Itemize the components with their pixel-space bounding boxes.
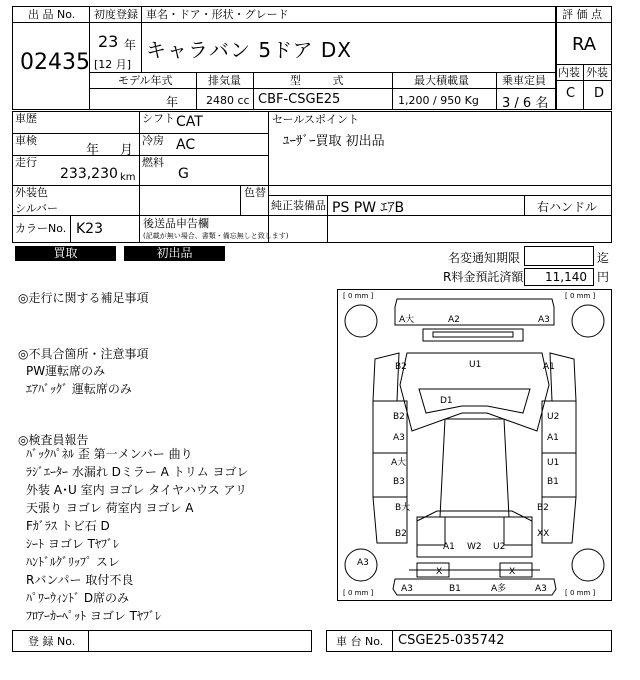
mark: A3	[535, 584, 547, 594]
mileage-unit: km	[120, 172, 136, 183]
mark: A3	[401, 584, 413, 594]
color-no-label: カラーNo.	[15, 222, 67, 235]
mark: U1	[547, 458, 560, 468]
capacity: 3 / 6 名	[502, 96, 549, 111]
mark: A3	[538, 315, 550, 325]
inspector-line: ｼｰﾄ ヨゴレ Tﾔﾌﾞﾚ	[26, 537, 119, 551]
inspector-line: Rバンパー 取付不良	[26, 573, 134, 587]
lot-number: 02435	[20, 50, 90, 75]
after-label: 後送品申告欄	[143, 217, 209, 230]
inspector-line: 外装 A･U 室内 ヨゴレ タイヤハウス アリ	[26, 483, 247, 497]
equipment: PS PW ｴｱB	[332, 200, 405, 216]
tag-buyback: 買取	[15, 246, 116, 261]
driving-notes-title: ◎走行に関する補足事項	[18, 291, 149, 305]
model-year-unit: 年	[166, 95, 179, 109]
defects-title: ◎不具合箇所・注意事項	[18, 347, 149, 361]
left-front-fender	[373, 353, 399, 401]
mark: U2	[547, 412, 560, 422]
inspection-month: 月	[120, 143, 134, 158]
recolor-label: 色替	[244, 186, 266, 199]
shift-label: シフト	[142, 112, 175, 125]
right-door-1	[542, 401, 576, 453]
model-label: 型 式	[290, 74, 358, 87]
inspection-label: 車検	[15, 134, 37, 147]
equipment-label: 純正装備品	[271, 199, 326, 212]
chassis-number: CSGE25-035742	[398, 633, 505, 648]
tire-front-right	[572, 305, 604, 337]
ac-value: AC	[176, 137, 196, 153]
mark: A1	[543, 362, 555, 372]
mark: B1	[449, 584, 461, 594]
max-load: 1,200 / 950 Kg	[398, 94, 479, 107]
exterior-grade: D	[594, 86, 605, 101]
interior-label: 内装	[558, 66, 580, 79]
capacity-label: 乗車定員	[502, 74, 546, 87]
score-label: 評 価 点	[562, 8, 602, 21]
mark: X	[509, 567, 516, 577]
inspector-line: ﾗｼﾞｴｰﾀｰ 水漏れ Dミラー A トリム ヨゴレ	[26, 465, 249, 479]
tire-rear-right	[572, 549, 604, 581]
tire-depth-fr: [ 0 mm ]	[565, 292, 596, 300]
damage-diagram	[337, 289, 612, 601]
car-name-label: 車名・ドア・形状・グレード	[146, 8, 289, 21]
mark: A3	[393, 433, 405, 443]
inspector-line: ﾊﾟﾜｰｳｨﾝﾄﾞ D席のみ	[26, 591, 130, 605]
mark: A多	[491, 584, 507, 594]
tire-depth-rr: [ 0 mm ]	[565, 589, 596, 597]
displacement-label: 排気量	[208, 74, 241, 87]
mark: A3	[357, 558, 369, 568]
fuel-label: 燃料	[142, 156, 164, 169]
first-reg-label: 初度登録	[94, 8, 138, 21]
ext-color: シルバー	[15, 202, 58, 215]
tire-front-left	[345, 305, 377, 337]
recycle-amount: 11,140	[545, 270, 587, 284]
inspector-line: ﾊﾞｯｸﾊﾟﾈﾙ 歪 第一メンバー 曲り	[26, 447, 193, 461]
grille	[423, 329, 523, 341]
reg-no-label: 登 録 No.	[28, 635, 76, 648]
mark: A大	[391, 458, 407, 468]
displacement: 2480 cc	[206, 94, 250, 107]
reg-year: 23	[98, 32, 119, 51]
name-change-unit: 迄	[597, 251, 610, 265]
mark: B2	[393, 412, 405, 422]
model-code: CBF-CSGE25	[258, 92, 341, 107]
defect-line: ｴｱﾊﾞｯｸﾞ 運転席のみ	[26, 382, 132, 396]
exterior-label: 外装	[586, 66, 608, 79]
model-year-label: モデル年式	[118, 74, 173, 87]
interior-grade: C	[566, 86, 576, 101]
inspector-line: ﾊﾝﾄﾞﾙｸﾞﾘｯﾌﾟ スレ	[26, 555, 120, 569]
after-note: (記載が無い場合、書類・備忘無しと致します)	[143, 232, 289, 240]
score-value: RA	[572, 34, 597, 55]
recycle-label: R料金預託済額	[443, 270, 524, 284]
rear-bumper	[393, 579, 556, 595]
reg-year-unit: 年	[124, 38, 137, 52]
mileage-label: 走行	[15, 156, 37, 169]
mark: A1	[547, 433, 559, 443]
inspector-line: Fｶﾞﾗｽ トビ石 D	[26, 519, 110, 533]
inspector-line: ﾌﾛｱｰｶｰﾍﾟｯﾄ ヨゴレ Tﾔﾌﾞﾚ	[26, 609, 161, 623]
mark: B3	[393, 477, 405, 487]
mark: U2	[493, 542, 506, 552]
mark: A2	[448, 315, 460, 325]
front-bumper	[395, 299, 554, 325]
recycle-unit: 円	[597, 270, 610, 284]
sales-point-label: セールスポイント	[272, 113, 360, 126]
right-front-fender	[550, 353, 576, 401]
tire-depth-fl: [ 0 mm ]	[343, 292, 374, 300]
color-no: K23	[76, 221, 103, 237]
ac-label: 冷房	[142, 134, 164, 147]
inspector-title: ◎検査員報告	[18, 433, 89, 447]
name-change-label: 名変通知期限	[448, 251, 521, 265]
mark: XX	[537, 529, 550, 539]
sales-point: ﾕｰｻﾞｰ買取 初出品	[283, 134, 385, 149]
history-label: 車歴	[15, 112, 37, 125]
ext-color-label: 外装色	[15, 186, 48, 199]
shift-value: CAT	[176, 114, 203, 130]
mark: A1	[443, 542, 455, 552]
fuel-value: G	[178, 166, 189, 182]
mark: A大	[399, 315, 415, 325]
reg-month: [12 月]	[94, 58, 132, 71]
mark: W2	[467, 542, 482, 552]
name-change-box	[524, 246, 594, 266]
cargo-area	[440, 419, 509, 517]
left-door-1	[373, 401, 407, 453]
defect-line: PW運転席のみ	[26, 364, 106, 378]
windshield	[419, 389, 530, 413]
mark: B2	[395, 362, 407, 372]
inspection-year: 年	[86, 143, 100, 158]
mileage-value: 233,230	[60, 166, 118, 182]
mark: X	[436, 567, 443, 577]
chassis-label: 車 台 No.	[336, 635, 384, 648]
inspector-line: 天張り ヨゴレ 荷室内 ヨゴレ A	[26, 501, 194, 515]
mark: U1	[469, 360, 482, 370]
tire-depth-rl: [ 0 mm ]	[343, 589, 374, 597]
mark: D1	[440, 396, 453, 406]
max-load-label: 最大積載量	[414, 74, 469, 87]
mark: B1	[547, 477, 559, 487]
car-name: キャラバン 5ドア DX	[146, 38, 352, 62]
tag-first-listing: 初出品	[124, 246, 225, 261]
steering: 右ハンドル	[537, 200, 598, 214]
mark: B2	[395, 529, 407, 539]
lot-no-label: 出 品 No.	[28, 8, 76, 21]
mark: B大	[395, 503, 411, 513]
mark: B2	[537, 503, 549, 513]
